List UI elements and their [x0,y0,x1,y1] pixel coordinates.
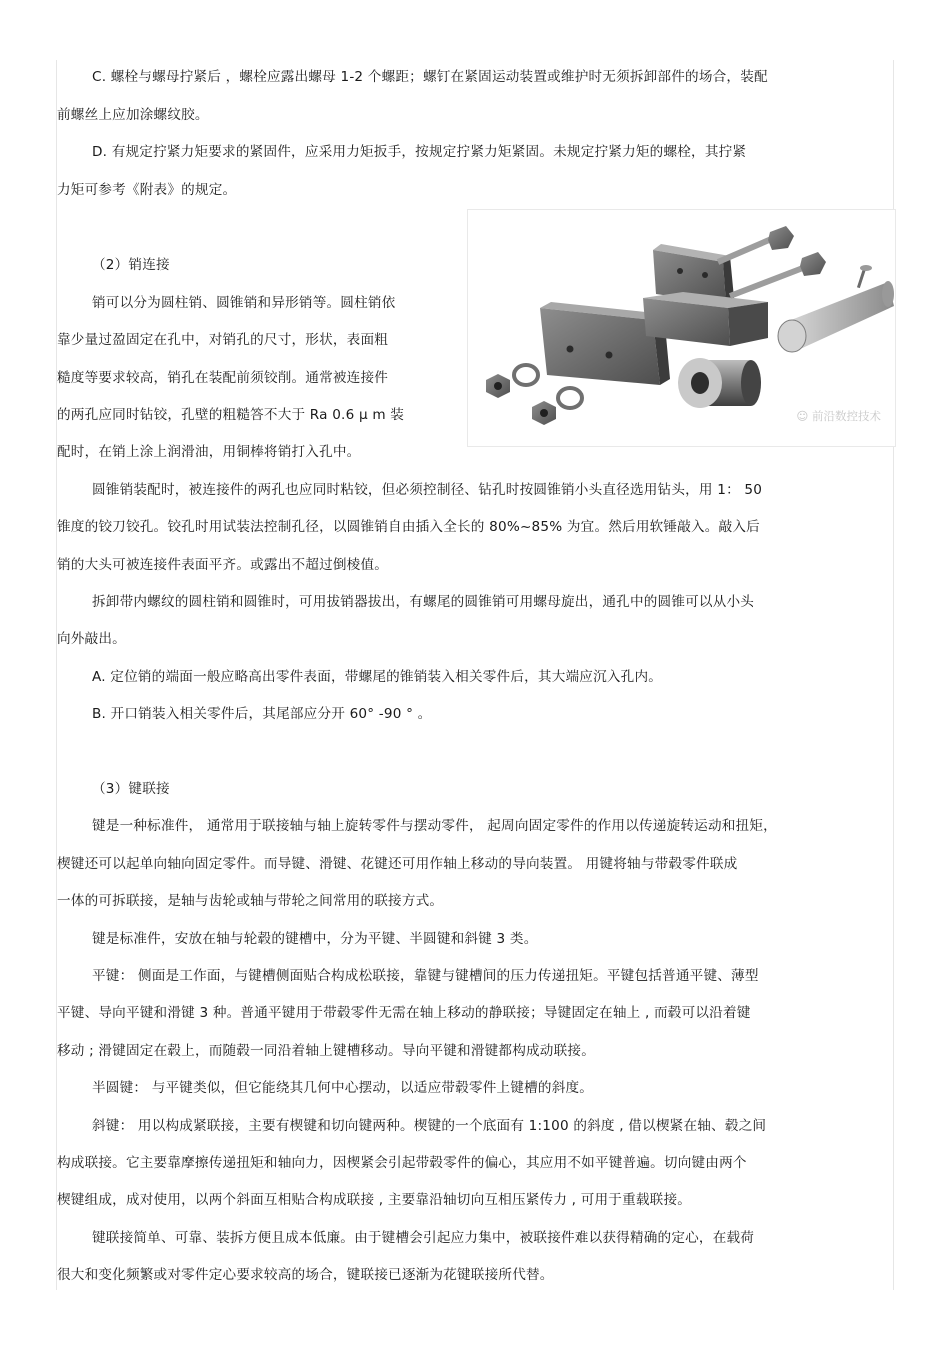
text-line: 移动 ; 滑键固定在毂上，而随毂一同沿着轴上键槽移动。导向平键和滑键都构成动联接。 [57,1043,595,1059]
text-line: 楔键还可以起单向轴向固定零件。而导键、滑键、花键还可用作轴上移动的导向装置。 用键将轴与带毂零件联成 [57,856,738,872]
text-line: 键是一种标准件， 通常用于联接轴与轴上旋转零件与摆动零件， 起周向固定零件的作用以传递旋转运动和扭矩， [92,818,777,834]
text-line: 半圆键： 与平键类似，但它能绕其几何中心摆动，以适应带毂零件上键槽的斜度。 [92,1080,594,1096]
text-line: 销的大头可被连接件表面平齐。或露出不超过倒棱值。 [57,557,389,573]
text-line: B. 开口销装入相关零件后，其尾部应分开 60° -90 ° 。 [92,706,432,722]
pin-shaft [778,265,894,352]
bolt-upper [718,226,794,262]
text-line: 拆卸带内螺纹的圆柱销和圆锥时，可用拔销器拔出，有螺尾的圆锥销可用螺母旋出，通孔中的圆锥可以从小头 [92,594,755,610]
text-line: 向外敲出。 [57,631,126,647]
text-line: 构成联接。它主要靠摩擦传递扭矩和轴向力，因楔紧会引起带毂零件的偏心，其应用不如平键普遍。切向键由两个 [57,1155,747,1171]
text-line: 靠少量过盈固定在孔中，对销孔的尺寸，形状，表面粗 [57,332,389,348]
text-line: 平键、导向平键和滑键 3 种。普通平键用于带毂零件无需在轴上移动的静联接；导键固定在轴上 , 而毂可以沿着键 [57,1005,751,1021]
text-line: 键联接简单、可靠、装拆方便且成本低廉。由于键槽会引起应力集中，被联接件难以获得精确的定心，在载荷 [92,1230,755,1246]
text-line: 平键： 侧面是工作面，与键槽侧面贴合构成松联接，靠键与键槽间的压力传递扭矩。平键包括普通平键、薄型 [92,968,759,984]
text-line: 很大和变化频繁或对零件定心要求较高的场合，键联接已逐渐为花键联接所代替。 [57,1267,554,1283]
text-line: C. 螺栓与螺母拧紧后 ，螺栓应露出螺母 1-2 个螺距；螺钉在紧固运动装置或维护时无须拆卸部件的场合，装配 [92,69,768,85]
text-line: 一体的可拆联接，是轴与齿轮或轴与带轮之间常用的联接方式。 [57,893,444,909]
text-line: 键是标准件，安放在轴与轮毂的键槽中，分为平键、半圆键和斜键 3 类。 [92,931,538,947]
text-line: 配时，在销上涂上润滑油，用铜棒将销打入孔中。 [57,444,361,460]
text-line: A. 定位销的端面一般应略高出零件表面，带螺尾的锥销装入相关零件后，其大端应沉入孔内。 [92,669,663,685]
text-line: D. 有规定拧紧力矩要求的紧固件，应采用力矩扳手，按规定拧紧力矩紧固。未规定拧紧力矩的螺栓，其拧紧 [92,144,747,160]
bolt-lower [730,252,826,296]
section-heading: （3）键联接 [92,781,170,797]
text-line: 圆锥销装配时，被连接件的两孔也应同时粘铰，但必须控制径、钻孔时按圆锥销小头直径选用钻头，用 1： 50 [92,482,763,498]
text-line: 前螺丝上应加涂螺纹胶。 [57,107,209,123]
section-heading: （2）销连接 [92,257,170,273]
exploded-assembly-figure [467,209,896,447]
text-line: 锥度的铰刀铰孔。铰孔时用试装法控制孔径，以圆锥销自由插入全长的 80%~85% 为宜。然后用软锤敲入。敲入后 [57,519,760,535]
text-line: 力矩可参考《附表》的规定。 [57,182,237,198]
hinge-boss [678,358,761,408]
text-line: 斜键： 用以构成紧联接，主要有楔键和切向键两种。楔键的一个底面有 1:100 的斜度 , 借以楔紧在轴、毂之间 [92,1118,767,1134]
wechat-icon: ☺ [796,409,812,423]
page-left-border [56,60,57,1290]
text-line: 糙度等要求较高，销孔在装配前须铰削。通常被连接件 [57,370,389,386]
text-line: 销可以分为圆柱销、圆锥销和异形销等。圆柱销依 [92,295,396,311]
watermark: ☺ 前沿数控技术 [796,409,881,423]
text-line: 的两孔应同时钻铰，孔壁的粗糙答不大于 Ra 0.6 μ m 装 [57,407,405,423]
bracket [643,244,768,346]
text-line: 楔键组成，成对使用，以两个斜面互相贴合构成联接 , 主要靠沿轴切向互相压紧传力 , 可用于重载联接。 [57,1192,692,1208]
